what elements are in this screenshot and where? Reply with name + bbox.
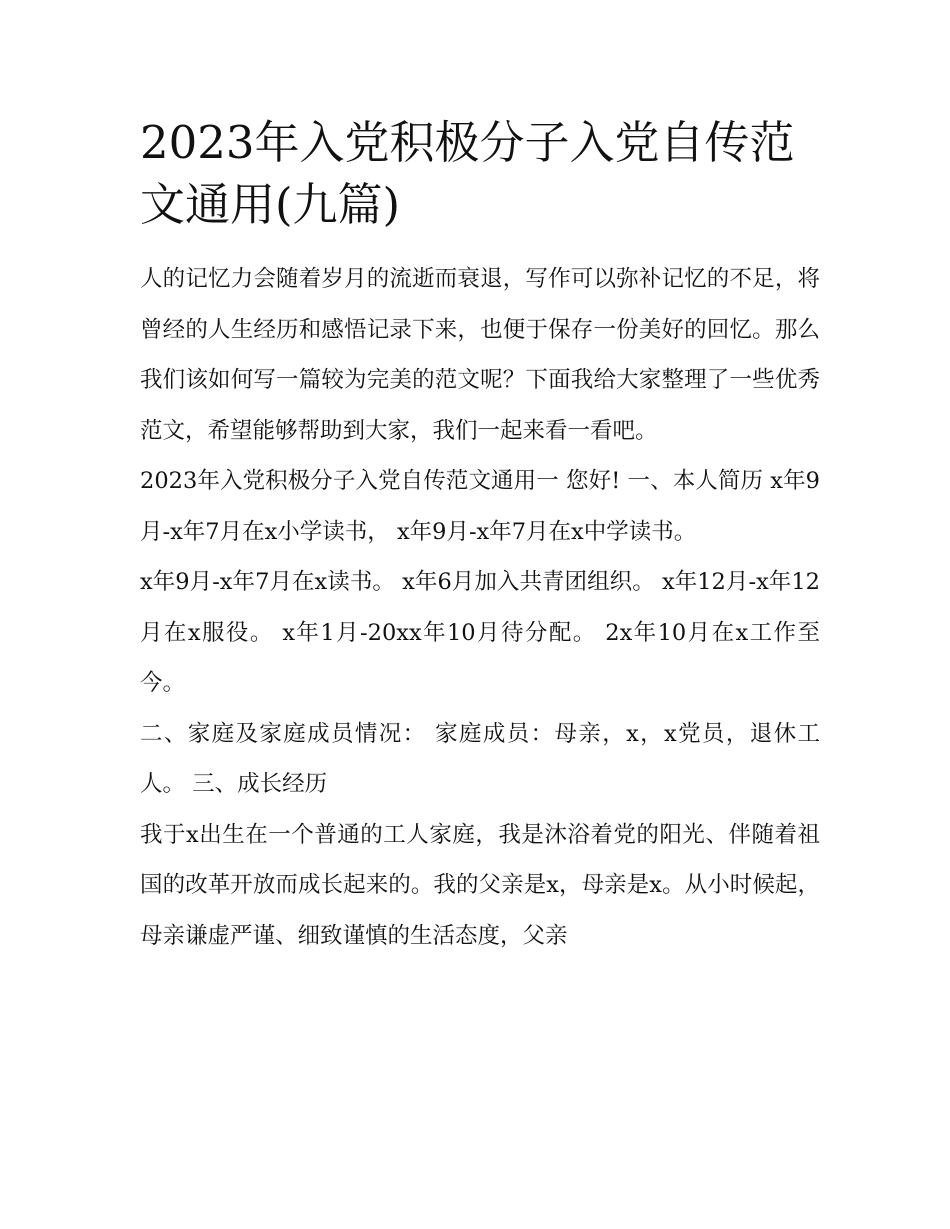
resume-paragraph-1: 2023年入党积极分子入党自传范文通用一 您好! 一、本人简历 x年9月-x年7月在x小学读书， x年9月-x年7月在x中学读书。 [140, 468, 820, 545]
intro-paragraph: 人的记忆力会随着岁月的流逝而衰退，写作可以弥补记忆的不足，将曾经的人生经历和感悟记录下来，也便于保存一份美好的回忆。那么我们该如何写一篇较为完美的范文呢？下面我给大家整理了一些优秀范文，希望能够帮助到大家，我们一起来看一看吧。 [140, 266, 820, 444]
family-paragraph: 二、家庭及家庭成员情况： 家庭成员：母亲，x，x党员，退休工人。 三、成长经历 [140, 720, 820, 797]
document-page [140, 112, 820, 961]
growth-paragraph: 我于x出生在一个普通的工人家庭，我是沐浴着党的阳光、伴随着祖国的改革开放而成长起来的。我的父亲是x，母亲是x。从小时候起，母亲谦虚严谨、细致谨慎的生活态度，父亲 [140, 821, 820, 949]
document-title: 2023年入党积极分子入党自传范文通用(九篇) [140, 116, 795, 231]
resume-paragraph-2: x年9月-x年7月在x读书。 x年6月加入共青团组织。 x年12月-x年12月在x服役。 x年1月-20xx年10月待分配。 2x年10月在x工作至今。 [140, 569, 820, 696]
